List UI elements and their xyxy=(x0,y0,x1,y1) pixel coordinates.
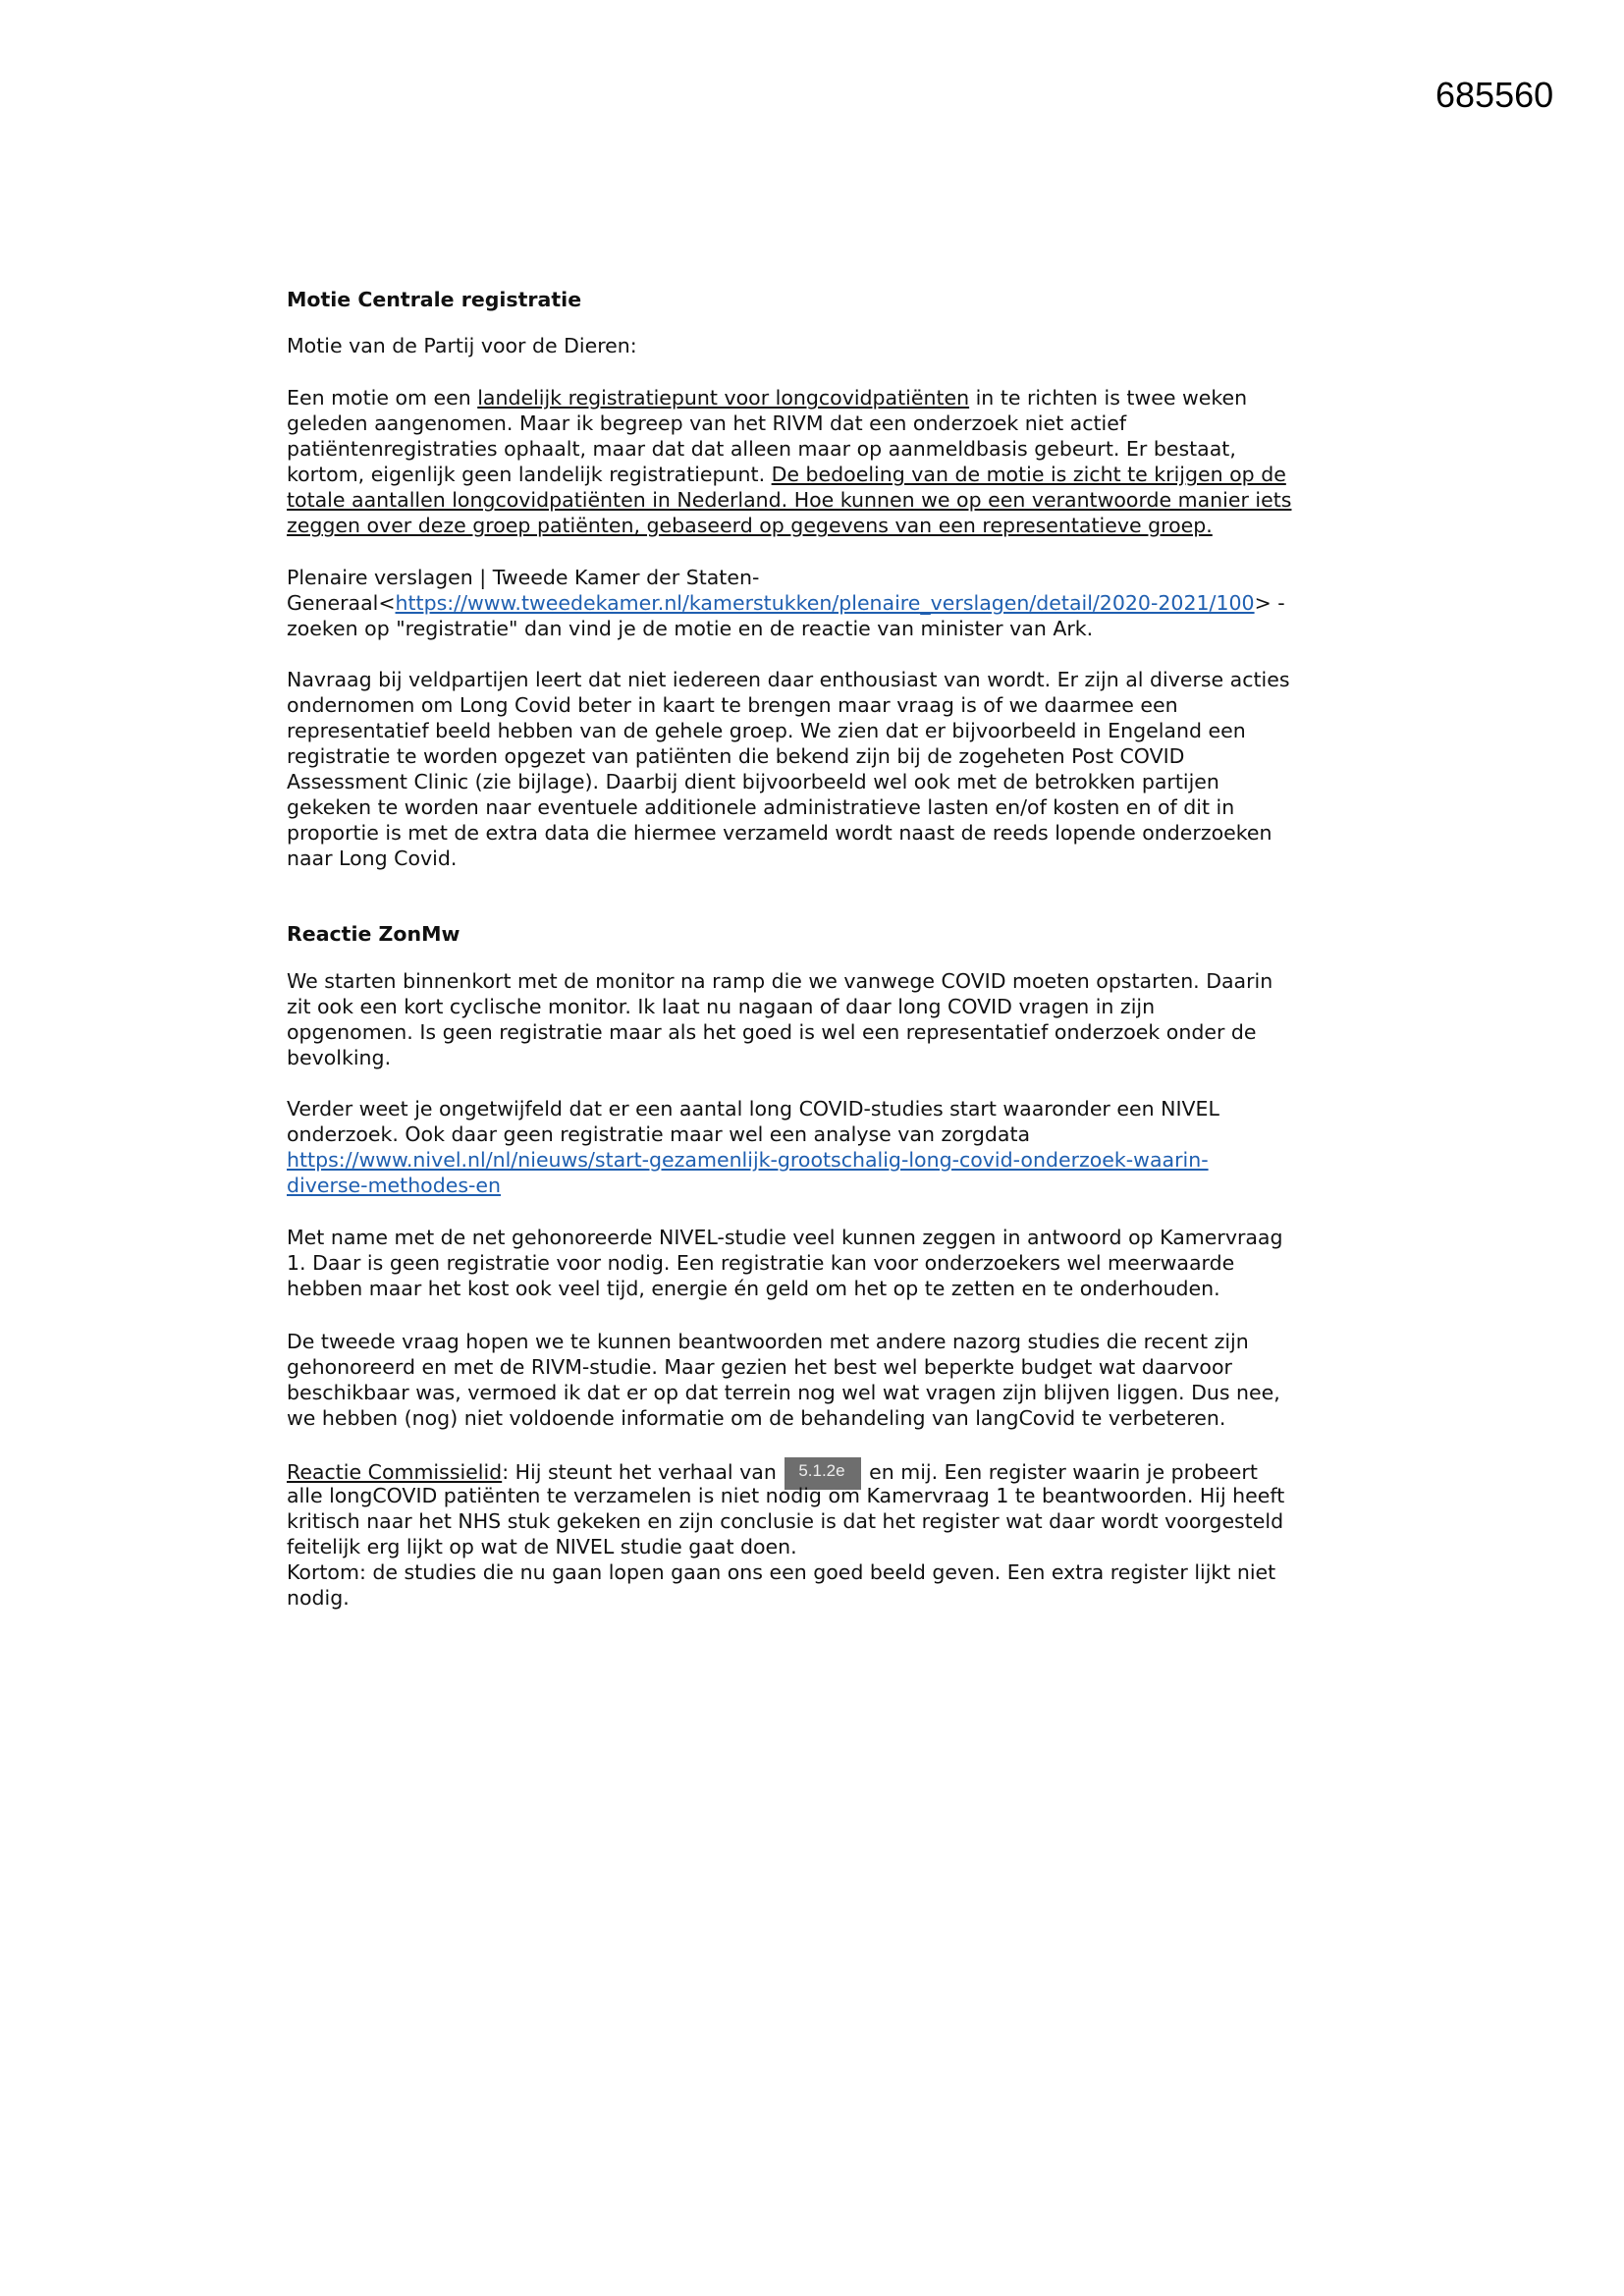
text-line xyxy=(287,1225,1283,1250)
text-line xyxy=(287,513,1291,538)
heading-zonmw xyxy=(287,921,460,947)
text-line xyxy=(287,994,1272,1019)
text-segment: Met name met de net gehonoreerde NIVEL-studie veel kunnen zeggen in antwoord op Kamervraag xyxy=(287,1226,1283,1249)
underlined-text: landelijk registratiepunt voor longcovidpatiënten xyxy=(477,386,970,410)
text-line xyxy=(287,1508,1284,1534)
text-segment: patiëntenregistraties ophaalt, maar dat dat alleen maar op aanmeldbasis gebeurt. Er bestaat, xyxy=(287,437,1236,461)
text-line xyxy=(287,1534,1284,1559)
text-segment: opgenomen. Is geen registratie maar als het goed is wel een representatief onderzoek onder de xyxy=(287,1020,1257,1044)
text-line xyxy=(287,1250,1283,1276)
text-line xyxy=(287,1096,1219,1121)
text-line xyxy=(287,667,1290,692)
text-line xyxy=(287,287,581,312)
text-segment: hebben maar het kost ook veel tijd, energie én geld om het op te zetten en te onderhouden. xyxy=(287,1277,1220,1300)
text-line xyxy=(287,1457,1284,1483)
heading-motie xyxy=(287,287,581,312)
underlined-text: zeggen over deze groep patiënten, gebaseerd op gegevens van een representatieve groep. xyxy=(287,514,1213,537)
text-line xyxy=(287,487,1291,513)
hyperlink[interactable]: diverse-methodes-en xyxy=(287,1174,502,1197)
text-segment: > - xyxy=(1254,591,1285,615)
text-segment: en mij. Een register waarin je probeert xyxy=(862,1460,1258,1484)
text-line xyxy=(287,820,1290,846)
text-line xyxy=(287,1354,1280,1380)
motie-paragraph xyxy=(287,385,1291,538)
text-segment: bevolking. xyxy=(287,1046,392,1069)
zonmw-paragraph-2 xyxy=(287,1096,1219,1198)
text-segment: : Hij steunt het verhaal van xyxy=(502,1460,784,1484)
text-line xyxy=(287,718,1290,743)
text-segment: Kortom: de studies die nu gaan lopen gaan ons een goed beeld geven. Een extra register lijkt niet xyxy=(287,1560,1276,1584)
motie-intro xyxy=(287,333,637,358)
text-line xyxy=(287,462,1291,487)
underlined-text: totale aantallen longcovidpatiënten in Nederland. Hoe kunnen we op een verantwoorde manier iets xyxy=(287,488,1292,512)
text-line xyxy=(287,1483,1284,1508)
text-segment: zoeken op "registratie" dan vind je de motie en de reactie van minister van Ark. xyxy=(287,617,1094,640)
hyperlink[interactable]: https://www.nivel.nl/nl/nieuws/start-gezamenlijk-grootschalig-long-covid-onderzoek-waarin- xyxy=(287,1148,1209,1172)
text-segment: gekeken te worden naar eventuele additionele administratieve lasten en/of kosten en of dit in xyxy=(287,795,1235,819)
text-line xyxy=(287,436,1291,462)
text-line xyxy=(287,1121,1219,1147)
text-segment: kritisch naar het NHS stuk gekeken en zijn conclusie is dat het register wat daar wordt voorgesteld xyxy=(287,1509,1284,1533)
text-line xyxy=(287,616,1285,641)
redaction-box: 5.1.2e xyxy=(785,1457,860,1490)
text-segment: registratie te worden opgezet van patiënten die bekend zijn bij de zogeheten Post COVID xyxy=(287,744,1185,768)
plenaire-paragraph xyxy=(287,565,1285,641)
text-segment: De tweede vraag hopen we te kunnen beantwoorden met andere nazorg studies die recent zijn xyxy=(287,1330,1249,1353)
text-line xyxy=(287,1045,1272,1070)
text-line xyxy=(287,1559,1284,1585)
text-line xyxy=(287,565,1285,590)
text-segment: representatief beeld hebben van de gehele groep. We zien dat er bijvoorbeeld in Engeland een xyxy=(287,719,1246,742)
text-line xyxy=(287,743,1290,769)
text-line xyxy=(287,1405,1280,1431)
underlined-text: De bedoeling van de motie is zicht te krijgen op de xyxy=(771,463,1286,486)
text-segment: Navraag bij veldpartijen leert dat niet iedereen daar enthousiast van wordt. Er zijn al diverse acties xyxy=(287,668,1290,691)
text-line xyxy=(287,769,1290,794)
text-segment: onderzoek. Ook daar geen registratie maar wel een analyse van zorgdata xyxy=(287,1122,1031,1146)
text-segment: kortom, eigenlijk geen landelijk registratiepunt. xyxy=(287,463,772,486)
text-segment: nodig. xyxy=(287,1586,350,1610)
text-segment: in te richten is twee weken xyxy=(969,386,1248,410)
text-line xyxy=(287,1329,1280,1354)
text-segment: geleden aangenomen. Maar ik begreep van het RIVM dat een onderzoek niet actief xyxy=(287,411,1127,435)
text-segment: Assessment Clinic (zie bijlage). Daarbij dient bijvoorbeeld wel ook met de betrokken partijen xyxy=(287,770,1219,793)
text-segment: ondernomen om Long Covid beter in kaart te brengen maar vraag is of we daarmee een xyxy=(287,693,1178,717)
text-segment: We starten binnenkort met de monitor na ramp die we vanwege COVID moeten opstarten. Daarin xyxy=(287,969,1273,993)
zonmw-paragraph-3 xyxy=(287,1225,1283,1301)
text-line xyxy=(287,590,1285,616)
text-segment: Een motie om een xyxy=(287,386,478,410)
text-line xyxy=(287,385,1291,410)
text-segment: Motie van de Partij voor de Dieren: xyxy=(287,334,637,357)
text-line xyxy=(287,1019,1272,1045)
underlined-text: Reactie Commissielid xyxy=(287,1460,503,1484)
text-line xyxy=(287,1276,1283,1301)
text-line xyxy=(287,1147,1219,1173)
text-line xyxy=(287,968,1272,994)
text-segment: alle longCOVID patiënten te verzamelen is niet nodig om Kamervraag 1 te beantwoorden. Hij heeft xyxy=(287,1484,1285,1507)
text-segment: proportie is met de extra data die hiermee verzameld wordt naast de reeds lopende onderzoeken xyxy=(287,821,1272,845)
commissielid-paragraph xyxy=(287,1457,1284,1611)
text-line xyxy=(287,1585,1284,1611)
text-segment: gehonoreerd en met de RIVM-studie. Maar gezien het best wel beperkte budget wat daarvoor xyxy=(287,1355,1232,1379)
document-number: 685560 xyxy=(1435,75,1554,115)
hyperlink[interactable]: https://www.tweedekamer.nl/kamerstukken/plenaire_verslagen/detail/2020-2021/100 xyxy=(395,591,1255,615)
section-heading: Motie Centrale registratie xyxy=(287,288,582,311)
text-segment: we hebben (nog) niet voldoende informatie om de behandeling van langCovid te verbeteren. xyxy=(287,1406,1226,1430)
text-segment: Verder weet je ongetwijfeld dat er een aantal long COVID-studies start waaronder een NIVEL xyxy=(287,1097,1219,1121)
text-line xyxy=(287,794,1290,820)
text-segment: 1. Daar is geen registratie voor nodig. Een registratie kan voor onderzoekers wel meerwaarde xyxy=(287,1251,1235,1275)
text-line xyxy=(287,692,1290,718)
section-heading: Reactie ZonMw xyxy=(287,922,460,946)
text-segment: Plenaire verslagen | Tweede Kamer der Staten- xyxy=(287,566,760,589)
navraag-paragraph xyxy=(287,667,1290,871)
text-line xyxy=(287,410,1291,436)
text-segment: beschikbaar was, vermoed ik dat er op dat terrein nog wel wat vragen zijn blijven liggen. Dus nee, xyxy=(287,1381,1280,1404)
text-segment: feitelijk erg lijkt op wat de NIVEL studie gaat doen. xyxy=(287,1535,797,1558)
text-line xyxy=(287,921,460,947)
zonmw-paragraph-1 xyxy=(287,968,1272,1070)
text-line xyxy=(287,1380,1280,1405)
text-line xyxy=(287,333,637,358)
text-segment: zit ook een kort cyclische monitor. Ik laat nu nagaan of daar long COVID vragen in zijn xyxy=(287,995,1156,1018)
zonmw-paragraph-4 xyxy=(287,1329,1280,1431)
text-segment: Generaal< xyxy=(287,591,396,615)
text-line xyxy=(287,846,1290,871)
text-line xyxy=(287,1173,1219,1198)
text-segment: naar Long Covid. xyxy=(287,847,458,870)
